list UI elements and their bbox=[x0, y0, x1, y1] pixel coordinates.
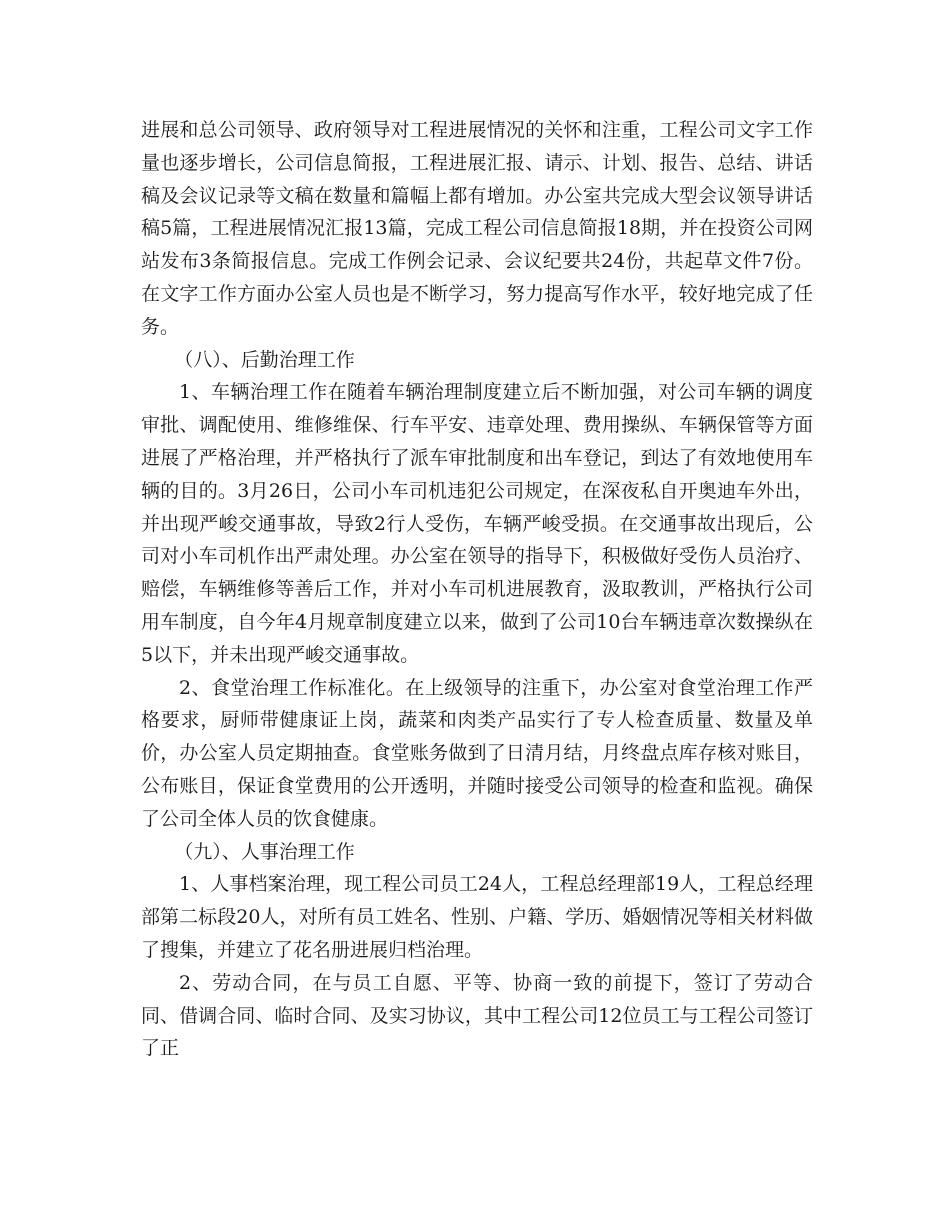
paragraph-document-work-continued: 进展和总公司领导、政府领导对工程进展情况的关怀和注重，工程公司文字工作量也逐步增长，公司信息简报，工程进展汇报、请示、计划、报告、总结、讲话稿及会议记录等文稿在数量和篇幅上都有增加。办公室共完成大型会议领导讲话稿5篇，工程进展情况汇报13篇，完成工程公司信息简报18期，并在投资公司网站发布3条简报信息。完成工作例会记录、会议纪要共24份，共起草文件7份。在文字工作方面办公室人员也是不断学习，努力提高写作水平，较好地完成了任务。 bbox=[141, 119, 813, 338]
paragraph-labor-contracts: 2、劳动合同，在与员工自愿、平等、协商一致的前提下，签订了劳动合同、借调合同、临时合同、及实习协议，其中工程公司12位员工与工程公司签订了正 bbox=[141, 971, 813, 1060]
paragraph-personnel-archives: 1、人事档案治理，现工程公司员工24人，工程总经理部19人，工程总经理部第二标段20人，对所有员工姓名、性别、户籍、学历、婚姻情况等相关材料做了搜集，并建立了花名册进展归档治理。 bbox=[141, 873, 813, 961]
paragraph-vehicle-management: 1、车辆治理工作在随着车辆治理制度建立后不断加强，对公司车辆的调度审批、调配使用、维修维保、行车平安、违章处理、费用操纵、车辆保管等方面进展了严格治理，并严格执行了派车审批制度和出车登记，到达了有效地使用车辆的目的。3月26日，公司小车司机违犯公司规定，在深夜私自开奥迪车外出，并出现严峻交通事故，导致2行人受伤，车辆严峻受损。在交通事故出现后，公司对小车司机作出严肃处理。办公室在领导的指导下，积极做好受伤人员治疗、赔偿，车辆维修等善后工作，并对小车司机进展教育，汲取教训，严格执行公司用车制度，自今年4月规章制度建立以来，做到了公司10台车辆违章次数操纵在5以下，并未出现严峻交通事故。 bbox=[141, 381, 813, 666]
section-heading-personnel: （九）、人事治理工作 bbox=[174, 840, 355, 863]
document-body bbox=[141, 114, 813, 1065]
section-heading-logistics: （八）、后勤治理工作 bbox=[174, 348, 355, 371]
paragraph-canteen-management: 2、食堂治理工作标准化。在上级领导的注重下，办公室对食堂治理工作严格要求，厨师带健康证上岗，蔬菜和肉类产品实行了专人检查质量、数量及单价，办公室人员定期抽查。食堂账务做到了日清月结，月终盘点库存核对账目，公布账目，保证食堂费用的公开透明，并随时接受公司领导的检查和监视。确保了公司全体人员的饮食健康。 bbox=[141, 676, 813, 830]
